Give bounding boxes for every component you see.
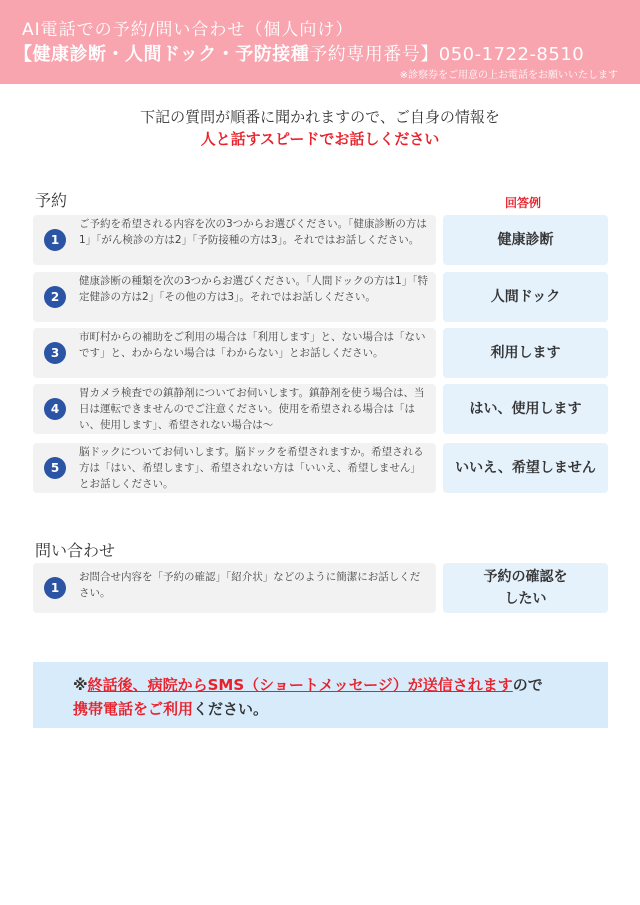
step-number-badge: 1 xyxy=(44,229,66,251)
question-box xyxy=(33,443,436,493)
answer-line-2: したい xyxy=(504,591,547,607)
answer-example xyxy=(443,563,608,613)
header-phone-number: 予約専用番号】050-1722-8510 xyxy=(309,44,585,65)
header-phone-line xyxy=(14,40,584,66)
header-service-label: 【健康診断・人間ドック・予防接種 xyxy=(14,44,310,65)
answer-example: 利用します xyxy=(443,328,608,378)
header-title: AI電話での予約/問い合わせ（個人向け） xyxy=(22,20,354,40)
notice-tail: ください。 xyxy=(193,700,269,718)
reservation-item xyxy=(33,215,608,265)
answer-example-header: 回答例 xyxy=(505,196,542,210)
inquiry-section-title: 問い合わせ xyxy=(35,541,116,560)
answer-example: 人間ドック xyxy=(443,272,608,322)
question-box xyxy=(33,272,436,322)
notice-line-2 xyxy=(73,698,268,719)
reservation-section-title: 予約 xyxy=(35,191,68,210)
question-text: お問合せ内容を「予約の確認」「紹介状」などのように簡潔にお話しください。 xyxy=(79,571,421,599)
question-box xyxy=(33,328,436,378)
step-number-badge: 1 xyxy=(44,577,66,599)
answer-example: 健康診断 xyxy=(443,215,608,265)
question-text: 脳ドックについてお伺いします。脳ドックを希望されますか。希望される方は「はい、希望します」、希望されない方は「いいえ、希望しません」とお話しください。 xyxy=(79,446,424,490)
answer-example: はい、使用します xyxy=(443,384,608,434)
notice-sms-text: 終話後、病院からSMS（ショートメッセージ）が送信されます xyxy=(87,676,513,694)
question-text: ご予約を希望される内容を次の3つからお選びください。「健康診断の方は1」「がん検診の方は2」「予防接種の方は3」。それではお話しください。 xyxy=(79,218,427,246)
answer-line-1: 予約の確認を xyxy=(483,569,568,585)
question-box xyxy=(33,215,436,265)
question-text: 健康診断の種類を次の3つからお選びください。「人間ドックの方は1」「特定健診の方は2」「その他の方は3」。それではお話しください。 xyxy=(79,275,428,303)
notice-mobile-text: 携帯電話をご利用 xyxy=(73,700,194,718)
header-banner xyxy=(0,0,640,84)
notice-suffix: ので xyxy=(512,676,543,694)
notice-line-1 xyxy=(73,674,543,695)
reservation-item xyxy=(33,443,608,493)
notice-mark: ※ xyxy=(73,676,88,694)
header-note: ※診察券をご用意の上お電話をお願いいたします xyxy=(399,70,618,81)
step-number-badge: 2 xyxy=(44,286,66,308)
reservation-item xyxy=(33,272,608,322)
step-number-badge: 5 xyxy=(44,457,66,479)
question-text: 市町村からの補助をご利用の場合は「利用します」と、ない場合は「ないです」と、わからない場合は「わからない」とお話しください。 xyxy=(79,331,426,359)
inquiry-item xyxy=(33,563,608,613)
reservation-item xyxy=(33,328,608,378)
answer-example: いいえ、希望しません xyxy=(443,443,608,493)
sms-notice xyxy=(33,662,608,728)
question-text: 胃カメラ検査での鎮静剤についてお伺いします。鎮静剤を使う場合は、当日は運転できませんのでご注意ください。使用を希望される場合は「はい、使用します」、希望されない場合は〜 xyxy=(79,387,425,431)
question-box xyxy=(33,563,436,613)
reservation-item xyxy=(33,384,608,434)
step-number-badge: 3 xyxy=(44,342,66,364)
step-number-badge: 4 xyxy=(44,398,66,420)
question-box xyxy=(33,384,436,434)
intro-text: 下記の質問が順番に聞かれますので、ご自身の情報を xyxy=(140,108,500,126)
intro-emphasis: 人と話すスピードでお話しください xyxy=(200,130,440,148)
